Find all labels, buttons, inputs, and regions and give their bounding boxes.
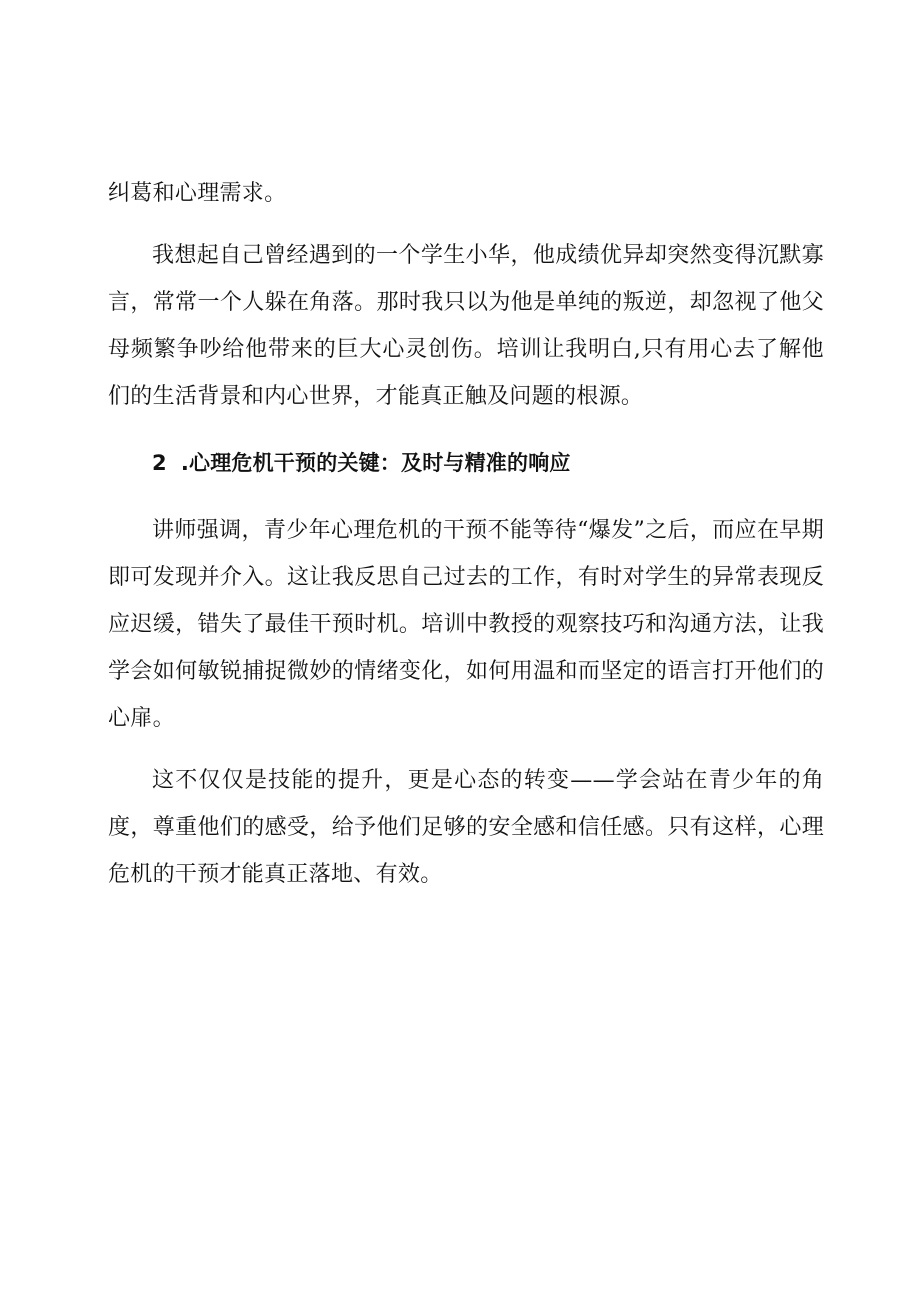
document-page [108,170,824,898]
section-heading [108,440,824,487]
paragraph-continuation: 纠葛和心理需求。 [108,181,287,206]
paragraph-student-story: 我想起自己曾经遇到的一个学生小华，他成绩优异却突然变得沉默寡言，常常一个人躲在角落。那时我只以为他是单纯的叛逆，却忽视了他父母频繁争吵给他带来的巨大心灵创伤。培训让我明白,只有用心去了解他们的生活背景和内心世界，才能真正触及问题的根源。 [108,243,824,409]
paragraph-mindset: 这不仅仅是技能的提升，更是心态的转变——学会站在青少年的角度，尊重他们的感受，给予他们足够的安全感和信任感。只有这样，心理危机的干预才能真正落地、有效。 [108,768,824,887]
section-title: .心理危机干预的关键：及时与精准的响应 [180,451,571,475]
paragraph-intervention: 讲师强调，青少年心理危机的干预不能等待“爆发”之后，而应在早期即可发现并介入。这让我反思自己过去的工作，有时对学生的异常表现反应迟缓，错失了最佳干预时机。培训中教授的观察技巧和沟通方法，让我学会如何敏锐捕捉微妙的情绪变化，如何用温和而坚定的语言打开他们的心扉。 [108,518,824,731]
section-number: 2 [152,451,167,475]
